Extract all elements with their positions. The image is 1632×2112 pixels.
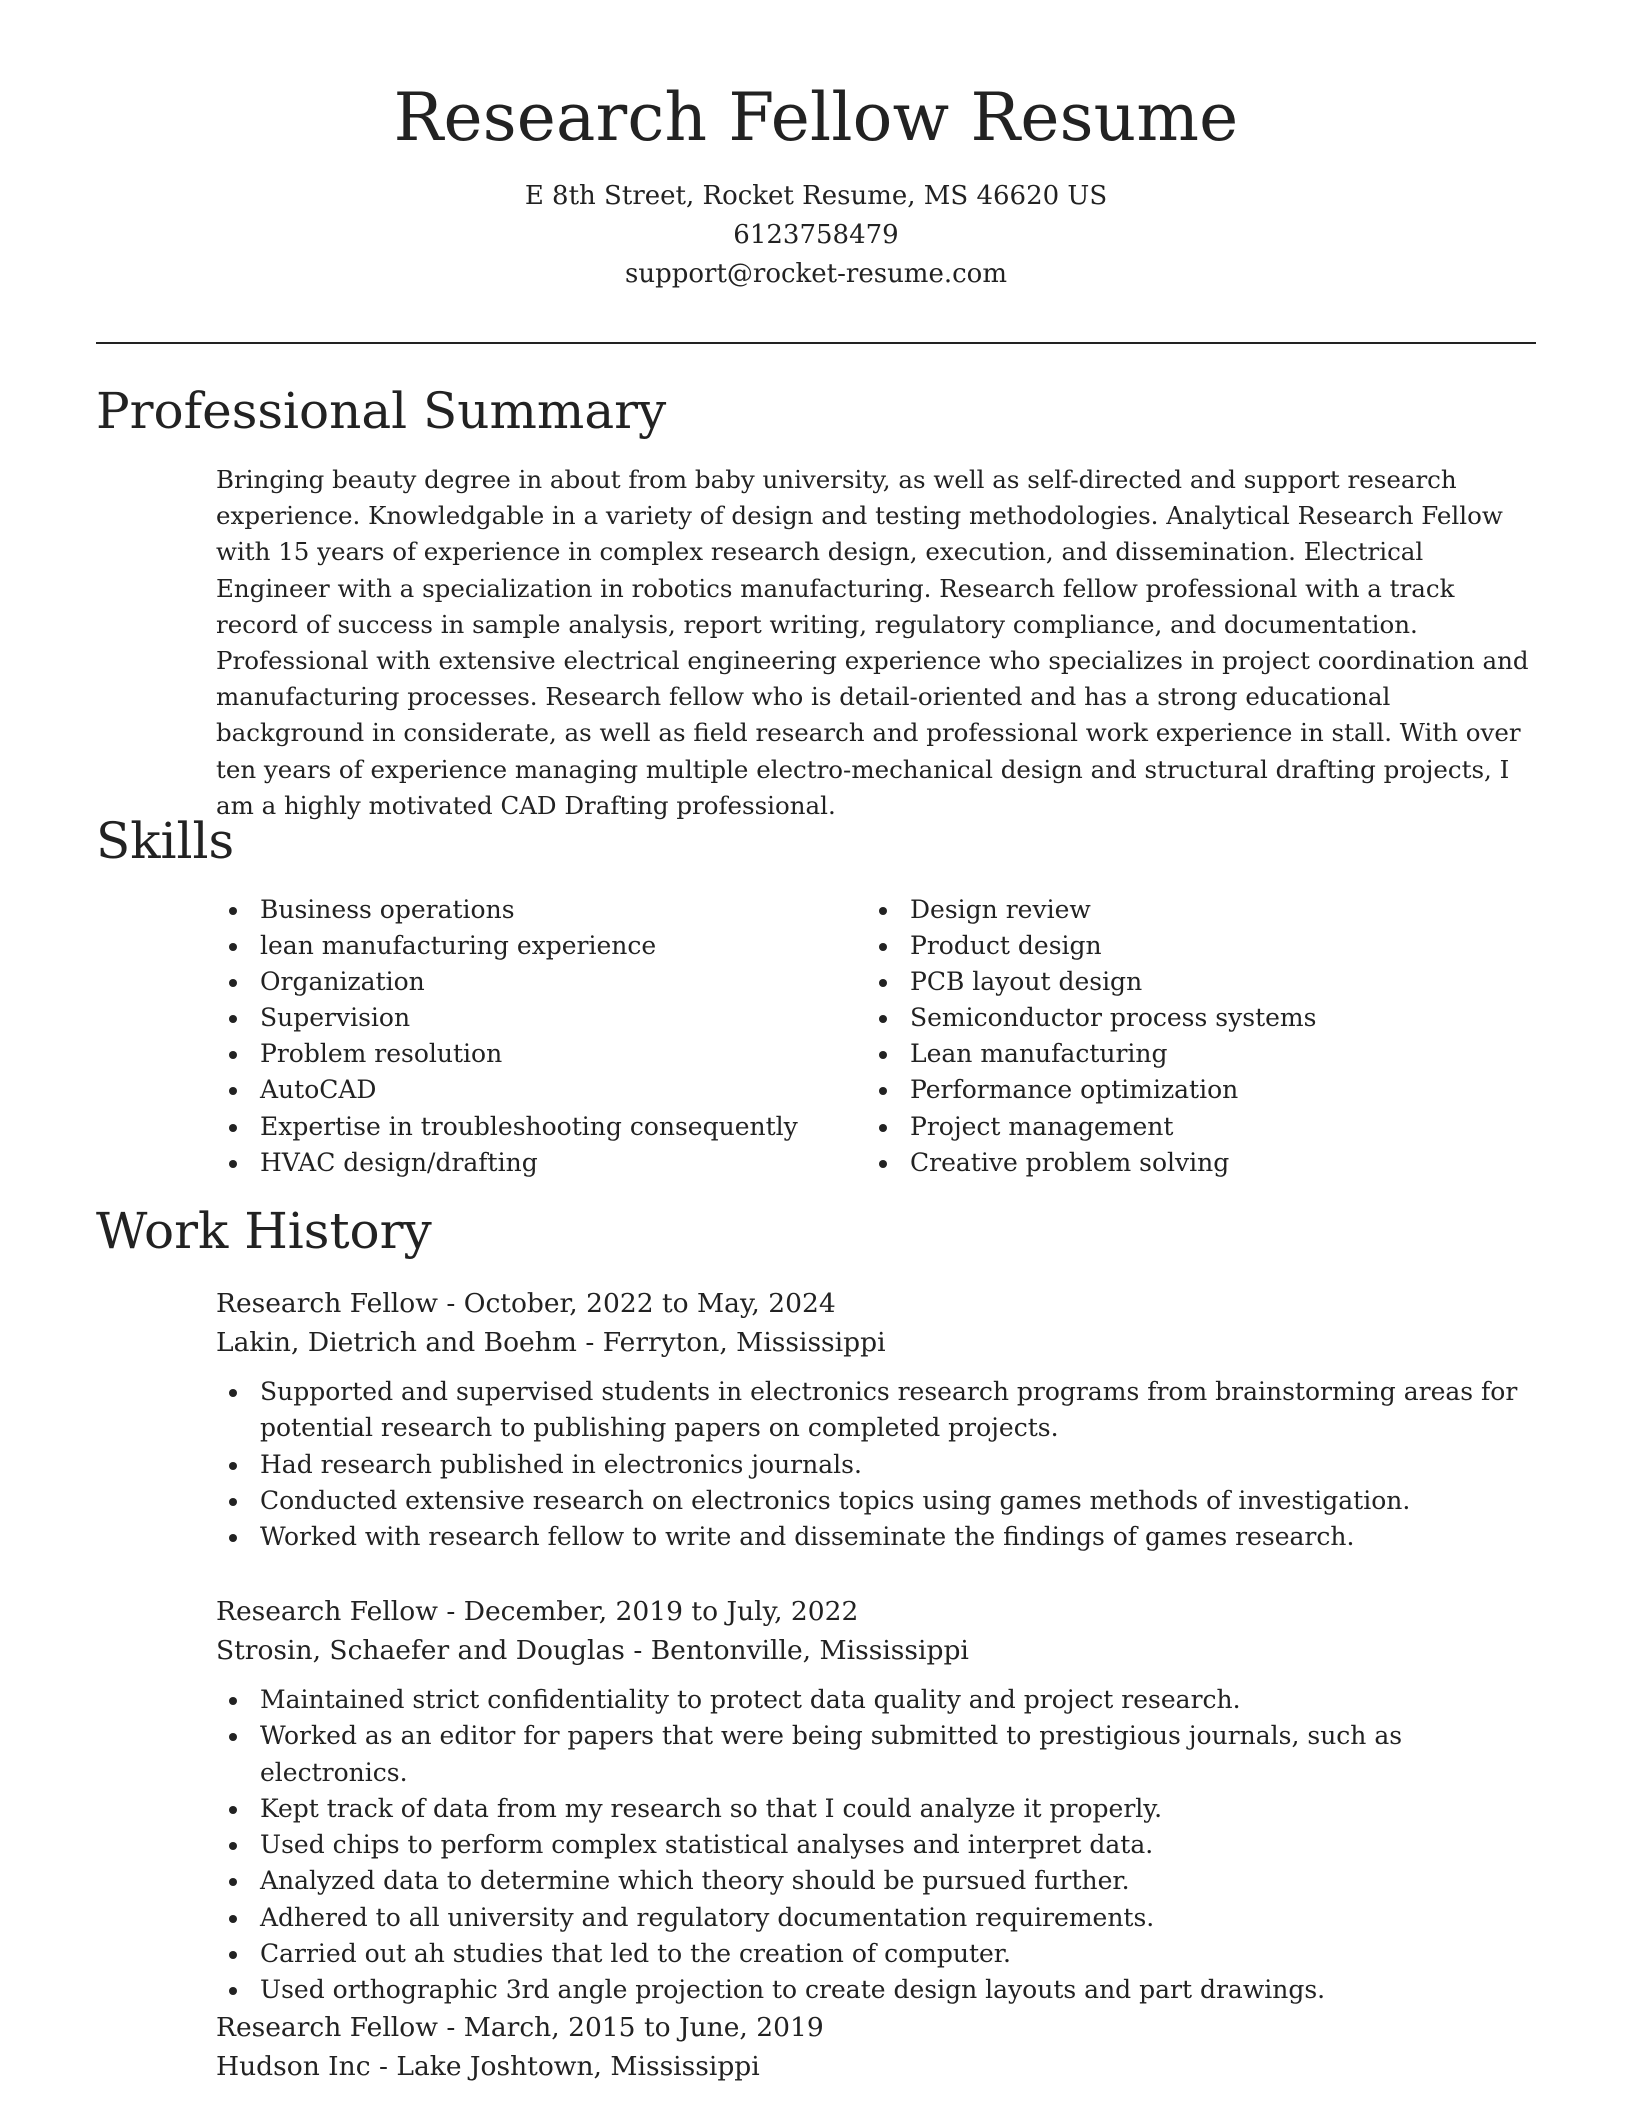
contact-address: E 8th Street, Rocket Resume, MS 46620 US <box>524 180 1108 211</box>
job-company-line: Strosin, Schaefer and Douglas - Bentonville, Mississippi <box>216 1635 969 1666</box>
work-history-heading: Work History <box>96 1202 432 1260</box>
job-title-line: Research Fellow - March, 2015 to June, 2019 <box>216 2012 824 2043</box>
skills-list-left <box>216 892 856 1181</box>
job-bullet: Kept track of data from my research so that I could analyze it properly. <box>216 1791 1536 1827</box>
job-title-line: Research Fellow - December, 2019 to July, 2022 <box>216 1596 859 1627</box>
job-company-line: Lakin, Dietrich and Boehm - Ferryton, Mississippi <box>216 1327 886 1358</box>
contact-email: support@rocket-resume.com <box>624 258 1007 289</box>
job-bullet-list <box>216 1374 1536 1555</box>
summary-heading: Professional Summary <box>96 382 667 440</box>
skill-item: Performance optimization <box>866 1072 1506 1108</box>
job-bullet: Worked with research fellow to write and disseminate the findings of games research. <box>216 1519 1536 1555</box>
header-divider <box>96 342 1536 344</box>
job-company-line: Hudson Inc - Lake Joshtown, Mississippi <box>216 2051 760 2082</box>
skill-item: Semiconductor process systems <box>866 1000 1506 1036</box>
skill-item: lean manufacturing experience <box>216 928 856 964</box>
job-entry <box>216 1284 1536 1555</box>
job-entry <box>216 1592 1536 2009</box>
job-bullet: Had research published in electronics journals. <box>216 1447 1536 1483</box>
job-bullet: Adhered to all university and regulatory documentation requirements. <box>216 1900 1536 1936</box>
job-bullet-list <box>216 1682 1536 2009</box>
skill-item: AutoCAD <box>216 1072 856 1108</box>
resume-header <box>0 0 1632 294</box>
job-bullet: Worked as an editor for papers that were being submitted to prestigious journals, such as electronics. <box>216 1718 1536 1791</box>
skill-item: Lean manufacturing <box>866 1036 1506 1072</box>
contact-phone: 6123758479 <box>733 219 899 250</box>
job-entry <box>216 2008 1536 2086</box>
skills-list-right <box>866 892 1506 1181</box>
job-bullet: Maintained strict confidentiality to protect data quality and project research. <box>216 1682 1536 1718</box>
skill-item: Problem resolution <box>216 1036 856 1072</box>
job-bullet: Analyzed data to determine which theory should be pursued further. <box>216 1863 1536 1899</box>
job-bullet: Used orthographic 3rd angle projection to create design layouts and part drawings. <box>216 1972 1536 2008</box>
skill-item: HVAC design/drafting <box>216 1145 856 1181</box>
skills-heading: Skills <box>96 812 235 870</box>
skill-item: Business operations <box>216 892 856 928</box>
summary-text: Bringing beauty degree in about from baby university, as well as self-directed and support research experience. Knowledgable in a variety of design and testing methodologies. Analytical Research Fellow with 15 years of experience in complex research design, execution, and dissemination. Electrical Engineer with a specialization in robotics manufacturing. Research fellow professional with a track record of success in sample analysis, report writing, regulatory compliance, and documentation. Professional with extensive electrical engineering experience who specializes in project coordination and manufacturing processes. Research fellow who is detail-oriented and has a strong educational background in considerate, as well as field research and professional work experience in stall. With over ten years of experience managing multiple electro-mechanical design and structural drafting projects, I am a highly motivated CAD Drafting professional. <box>216 465 1529 820</box>
skill-item: Project management <box>866 1109 1506 1145</box>
skill-item: Product design <box>866 928 1506 964</box>
skill-item: Supervision <box>216 1000 856 1036</box>
job-bullet: Used chips to perform complex statistical analyses and interpret data. <box>216 1827 1536 1863</box>
skill-item: Creative problem solving <box>866 1145 1506 1181</box>
skill-item: Expertise in troubleshooting consequently <box>216 1109 856 1145</box>
job-bullet: Supported and supervised students in electronics research programs from brainstorming areas for potential research to publishing papers on completed projects. <box>216 1374 1536 1447</box>
job-bullet: Conducted extensive research on electronics topics using games methods of investigation. <box>216 1483 1536 1519</box>
skill-item: Design review <box>866 892 1506 928</box>
skill-item: PCB layout design <box>866 964 1506 1000</box>
job-bullet: Carried out ah studies that led to the creation of computer. <box>216 1936 1536 1972</box>
resume-title: Research Fellow Resume <box>393 79 1239 156</box>
job-title-line: Research Fellow - October, 2022 to May, 2024 <box>216 1288 836 1319</box>
contact-block <box>0 177 1632 294</box>
skill-item: Organization <box>216 964 856 1000</box>
